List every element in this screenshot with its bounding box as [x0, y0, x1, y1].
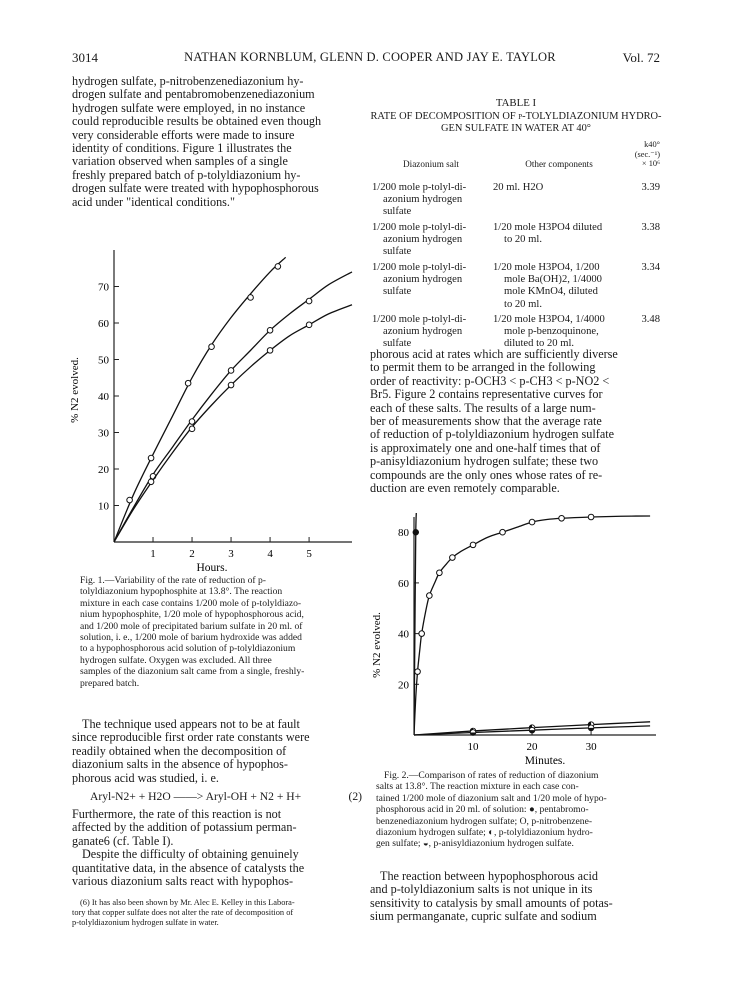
text-line: hydrogen sulfate were employed, in no instance — [72, 100, 306, 115]
cell-line: sulfate — [383, 338, 412, 350]
cell-line: diluted to 20 ml. — [504, 338, 575, 350]
table-row — [372, 182, 662, 222]
data-point — [228, 368, 234, 374]
caption-line: prepared batch. — [80, 677, 140, 689]
y-tick-label: 40 — [398, 628, 409, 641]
caption-line: Fig. 2.—Comparison of rates of reduction of diazonium — [384, 770, 599, 781]
table-cell-k: 3.34 — [641, 262, 660, 273]
caption-line: and 1/200 mole of precipitated barium sulfate in 20 ml. of — [80, 620, 303, 632]
data-point — [415, 669, 421, 675]
text-line: of reduction of p-tolyldiazonium hydrogen sulfate — [370, 427, 615, 442]
cell-line: mole p-benzoquinone, — [504, 326, 599, 338]
text-line: each of these salts. The results of a large num- — [370, 400, 596, 415]
data-point — [427, 593, 433, 599]
text-line: phorous acid at rates which are sufficiently diverse — [370, 347, 618, 361]
x-tick-label: 2 — [189, 548, 195, 560]
cell-line: sulfate — [383, 246, 412, 258]
y-tick-label: 10 — [98, 500, 109, 513]
data-point — [588, 514, 594, 520]
data-point — [209, 344, 215, 350]
caption-line: gen sulfate; ◒, p-anisyldiazonium hydrogen sulfate. — [376, 838, 574, 850]
left-body-text-2 — [72, 718, 364, 785]
caption-line: salts at 13.8°. The reaction mixture in each case con- — [376, 781, 579, 793]
y-tick-label: 80 — [398, 527, 409, 540]
text-line: Furthermore, the rate of this reaction is not — [72, 807, 282, 821]
table-header-row — [372, 140, 662, 182]
table-row — [372, 262, 662, 314]
cell-line: 1/200 mole p-tolyl-di- — [372, 314, 467, 325]
text-line: Despite the difficulty of obtaining genuinely — [82, 847, 299, 862]
header-k-label: k40° — [644, 140, 660, 149]
table-cell-salt — [372, 182, 490, 219]
table-1 — [372, 140, 662, 354]
data-point — [148, 479, 154, 485]
y-tick-label: 20 — [398, 679, 409, 692]
equation-2 — [90, 790, 362, 803]
cell-line: mole KMnO4, diluted — [504, 286, 598, 298]
table-cell-components — [493, 262, 625, 311]
y-tick-label: 20 — [98, 464, 109, 476]
x-axis-label: Hours. — [196, 562, 228, 574]
text-line: acid under "identical conditions." — [72, 194, 235, 209]
cell-line: azonium hydrogen — [383, 194, 463, 206]
text-line: The technique used appears not to be at fault — [82, 717, 300, 731]
left-intro-text — [72, 75, 364, 209]
text-line: variation observed when samples of a single — [72, 154, 288, 169]
table-cell-components — [493, 314, 625, 351]
y-axis-label: % N2 evolved. — [69, 357, 81, 423]
data-point — [559, 515, 565, 521]
caption-line: mixture in each case contains 1/200 mole of p-tolyldiazo- — [80, 597, 302, 609]
cell-line: 1/200 mole p-tolyl-di- — [372, 182, 467, 193]
text-line: drogen sulfate were treated with hypophosphorous — [72, 181, 319, 196]
caption-line: hydrogen sulfate. Oxygen was excluded. All three — [80, 654, 272, 666]
caption-line: benzenediazonium hydrogen sulfate; O, p-nitrobenzene- — [376, 815, 593, 827]
data-point — [529, 519, 535, 525]
caption-line: tained 1/200 mole of diazonium salt and 1/20 mole of hypo- — [376, 792, 607, 804]
data-point-filled — [413, 529, 419, 535]
caption-line: phosphorous acid in 20 ml. of solution: ●, pentabromo- — [376, 804, 589, 816]
table-cell-salt — [372, 222, 490, 259]
text-line: p-anisyldiazonium hydrogen sulfate; these two — [370, 454, 599, 469]
table-cell-salt — [372, 262, 490, 299]
text-line: compounds are the only ones whose rates of re- — [370, 467, 603, 482]
data-point — [228, 382, 234, 388]
cell-line: to 20 ml. — [504, 234, 542, 246]
equation-number: (2) — [348, 790, 362, 803]
text-line: hydrogen sulfate, p-nitrobenzenediazonium hy- — [72, 74, 304, 88]
y-tick-label: 50 — [98, 354, 109, 367]
cell-line: azonium hydrogen — [383, 326, 463, 338]
data-point — [148, 455, 154, 461]
caption-line: to a hypophosphorous acid solution of p-tolyldiazonium — [80, 643, 296, 655]
text-line: freshly prepared batch of p-tolyldiazonium hy- — [72, 167, 301, 182]
x-tick-label: 20 — [526, 741, 538, 753]
x-tick-label: 1 — [150, 548, 156, 560]
data-point — [450, 555, 456, 561]
right-body-text — [370, 348, 662, 495]
text-line: order of reactivity: p-OCH3 < p-CH3 < p-NO2 < — [370, 373, 610, 388]
y-tick-label: 30 — [98, 427, 109, 440]
data-point — [500, 529, 506, 535]
text-line: ganate6 (cf. Table I). — [72, 833, 174, 848]
caption-line: samples of the diazonium salt came from a single, freshly- — [80, 666, 305, 678]
x-tick-label: 30 — [585, 741, 597, 753]
series-line — [114, 272, 352, 542]
y-axis-label: % N2 evolved. — [371, 612, 383, 678]
figure-2-caption — [376, 770, 662, 850]
data-point — [189, 419, 195, 425]
series-line — [114, 305, 352, 542]
text-line: quantitative data, in the absence of catalysts the — [72, 860, 305, 875]
table-header-cell — [624, 140, 660, 169]
data-point — [470, 542, 476, 548]
data-point — [127, 497, 133, 503]
equation-text: Aryl-N2+ + H2O ——> Aryl-OH + N2 + H+ — [90, 790, 302, 803]
text-line: diazonium salts in the absence of hypophos- — [72, 757, 288, 772]
data-point — [419, 631, 425, 637]
text-line: sensitivity to catalysis by small amounts of potas- — [370, 895, 613, 910]
right-body-end-text — [370, 870, 662, 924]
text-line: very considerable efforts were made to insure — [72, 127, 295, 142]
cell-line: azonium hydrogen — [383, 274, 463, 286]
data-point — [267, 348, 273, 354]
cell-line: 20 ml. H2O — [493, 182, 544, 193]
volume-label: Vol. 72 — [622, 50, 660, 65]
cell-line: 1/20 mole H3PO4 diluted — [493, 222, 603, 233]
figure-1-chart — [69, 240, 364, 580]
x-tick-label: 4 — [267, 548, 273, 560]
text-line: various diazonium salts react with hypophos- — [72, 874, 294, 889]
footnote-6 — [72, 898, 364, 928]
table-cell-k: 3.48 — [641, 314, 660, 325]
x-axis-label: Minutes. — [524, 755, 566, 767]
table-title-line: RATE OF DECOMPOSITION OF p-TOLYLDIAZONIUM HYDRO- — [370, 111, 662, 122]
header-k-unit: (sec.⁻¹) — [634, 149, 660, 159]
table-cell-components — [493, 222, 625, 246]
caption-line: solution, i. e., 1/200 mole of barium hydroxide was added — [80, 632, 302, 644]
table-cell-salt — [372, 314, 490, 351]
page-number: 3014 — [72, 50, 98, 65]
data-point — [189, 426, 195, 432]
cell-line: mole Ba(OH)2, 1/4000 — [504, 274, 602, 286]
table-row — [372, 222, 662, 262]
caption-line: nium hypophosphite, 1/20 mole of hypophosphorous acid, — [80, 609, 304, 621]
table-header-cell: Diazonium salt — [403, 159, 459, 169]
data-point — [267, 328, 273, 334]
footnote-line: p-tolyldiazonium hydrogen sulfate in water. — [72, 918, 219, 927]
text-line: affected by the addition of potassium perman- — [72, 820, 297, 835]
y-tick-label: 40 — [98, 391, 109, 403]
header-k-scale: × 10⁶ — [641, 159, 660, 169]
y-tick-label: 70 — [98, 281, 109, 294]
text-line: to permit them to be arranged in the following — [370, 360, 596, 375]
text-line: phorous acid was studied, i. e. — [72, 770, 219, 785]
x-tick-label: 10 — [467, 741, 479, 753]
running-head-authors: NATHAN KORNBLUM, GLENN D. COOPER AND JAY E. TAYLOR — [184, 50, 556, 64]
x-tick-label: 5 — [306, 548, 312, 560]
text-line: drogen sulfate and pentabromobenzenediazonium — [72, 87, 315, 102]
caption-line: diazonium hydrogen sulfate; ◐, p-tolyldiazonium hydro- — [376, 827, 593, 839]
cell-line: to 20 ml. — [504, 298, 542, 310]
data-point — [306, 298, 312, 304]
table-title-line: GEN SULFATE IN WATER AT 40° — [441, 123, 591, 135]
cell-line: 1/20 mole H3PO4, 1/200 — [493, 262, 600, 273]
cell-line: azonium hydrogen — [383, 234, 463, 246]
table-title — [370, 111, 662, 136]
data-point — [437, 570, 443, 576]
text-line: since reproducible first order rate constants were — [72, 730, 310, 745]
data-point — [185, 380, 191, 386]
data-point — [306, 322, 312, 328]
table-cell-k: 3.38 — [641, 222, 660, 233]
data-point — [248, 295, 254, 301]
text-line: and p-tolyldiazonium salts is not unique in its — [370, 882, 593, 897]
caption-line: Fig. 1.—Variability of the rate of reduction of p- — [80, 575, 266, 586]
text-line: The reaction between hypophosphorous acid — [380, 869, 598, 883]
cell-line: 1/20 mole H3PO4, 1/4000 — [493, 314, 605, 325]
figure-1-caption — [80, 575, 362, 689]
footnote-line: (6) It has also been shown by Mr. Alec E. Kelley in this Labora- — [80, 898, 295, 907]
text-line: sium permanganate, cupric sulfate and sodium — [370, 909, 597, 924]
cell-line: 1/200 mole p-tolyl-di- — [372, 262, 467, 273]
caption-line: tolyldiazonium hypophosphite at 13.8°. The reaction — [80, 586, 283, 598]
text-line: duction are even remotely comparable. — [370, 481, 560, 496]
left-body-text-3 — [72, 808, 364, 888]
x-tick-label: 3 — [228, 548, 234, 560]
text-line: Br5. Figure 2 contains representative curves for — [370, 387, 603, 402]
data-point — [275, 264, 281, 270]
text-line: could reproducible results be obtained even though — [72, 114, 322, 129]
footnote-line: tory that copper sulfate does not alter the rate of decomposition of — [72, 908, 294, 917]
text-line: identity of conditions. Figure 1 illustrates the — [72, 141, 292, 156]
cell-line: sulfate — [383, 286, 412, 298]
cell-line: 1/200 mole p-tolyl-di- — [372, 222, 467, 233]
text-line: ber of measurements show that the average rate — [370, 414, 602, 429]
table-cell-k: 3.39 — [641, 182, 660, 193]
series-line — [414, 516, 650, 735]
text-line: is approximately one and one-half times that of — [370, 440, 601, 455]
y-tick-label: 60 — [98, 318, 109, 330]
text-line: readily obtained when the decomposition of — [72, 743, 287, 758]
table-cell-components — [493, 182, 625, 194]
table-label: TABLE I — [495, 97, 537, 109]
table-header-cell: Other components — [525, 159, 593, 169]
figure-2-chart — [370, 505, 662, 770]
y-tick-label: 60 — [398, 577, 409, 590]
cell-line: sulfate — [383, 206, 412, 218]
